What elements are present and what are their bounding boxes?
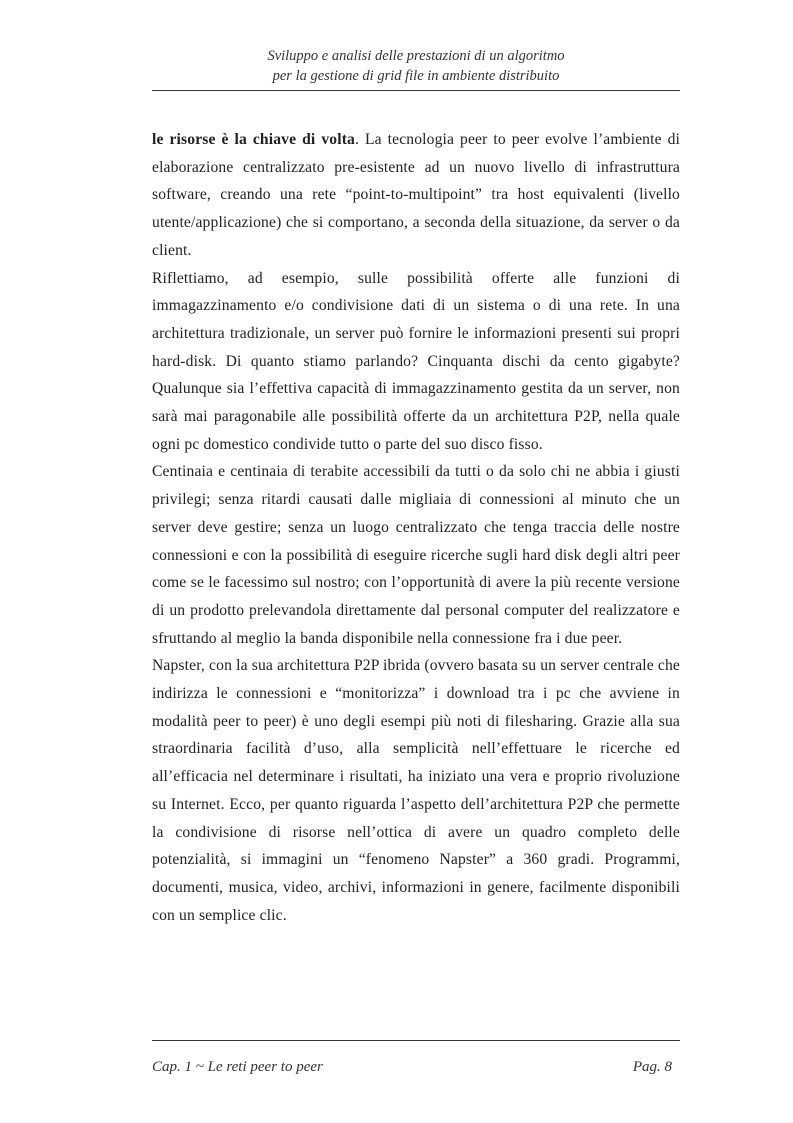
chapter-label: Cap. 1 ~ Le reti peer to peer	[152, 1059, 323, 1075]
page-number: Pag. 8	[632, 1059, 672, 1075]
paragraph-3: Centinaia e centinaia di terabite accessibili da tutti o da solo chi ne abbia i giusti privilegi; senza ritardi causati dalle migliaia di connessioni al minuto che un server deve gestire; senza un luogo centralizzato che tenga traccia delle nostre connessioni e con la possibilità di eseguire ricerche sugli hard disk degli altri peer come se le facessimo sul nostro; con l’opportunità di avere la più recente versione di un prodotto prelevandola direttamente dal personal computer del realizzatore e sfruttando al meglio la banda disponibile nella connessione fra i due peer.	[152, 463, 680, 647]
paragraph-2: Riflettiamo, ad esempio, sulle possibilità offerte alle funzioni di immagazzinamento e/o condivisione dati di un sistema o di una rete. In una architettura tradizionale, un server può fornire le informazioni presenti sui propri hard-disk. Di quanto stiamo parlando? Cinquanta dischi da cento gigabyte? Qualunque sia l’effettiva capacità di immagazzinamento gestita da un server, non sarà mai paragonabile alle possibilità offerte da un architettura P2P, nella quale ogni pc domestico condivide tutto o parte del suo disco fisso.	[152, 269, 680, 453]
paragraph-1-text: . La tecnologia peer to peer evolve l’ambiente di elaborazione centralizzato pre-esistente ad un nuovo livello di infrastruttura software, creando una rete “point-to-multipoint” tra host equivalenti (livello utente/applicazione) che si comportano, a seconda della situazione, da server o da client.	[152, 131, 680, 259]
page-header	[152, 46, 680, 86]
footer-divider	[152, 1040, 680, 1041]
paragraph-1	[152, 126, 680, 265]
header-title-line-1: Sviluppo e analisi delle prestazioni di un algoritmo	[267, 48, 565, 64]
paragraph-4: Napster, con la sua architettura P2P ibrida (ovvero basata su un server centrale che indirizza le connessioni e “monitorizza” i download tra i pc che avviene in modalità peer to peer) è uno degli esempi più noti di filesharing. Grazie alla sua straordinaria facilità d’uso, alla semplicità nell’effettuare le ricerche ed all’efficacia nel determinare i risultati, ha iniziato una vera e proprio rivoluzione su Internet. Ecco, per quanto riguarda l’aspetto dell’architettura P2P che permette la condivisione di risorse nell’ottica di avere un quadro completo delle potenzialità, si immagini un “fenomeno Napster” a 360 gradi. Programmi, documenti, musica, video, archivi, informazioni in genere, facilmente disponibili con un semplice clic.	[152, 657, 680, 924]
header-title-line-2: per la gestione di grid file in ambiente distribuito	[272, 68, 560, 84]
body-text	[152, 126, 680, 929]
header-divider	[152, 90, 680, 91]
paragraph-1-bold-lead: le risorse è la chiave di volta	[152, 131, 355, 148]
